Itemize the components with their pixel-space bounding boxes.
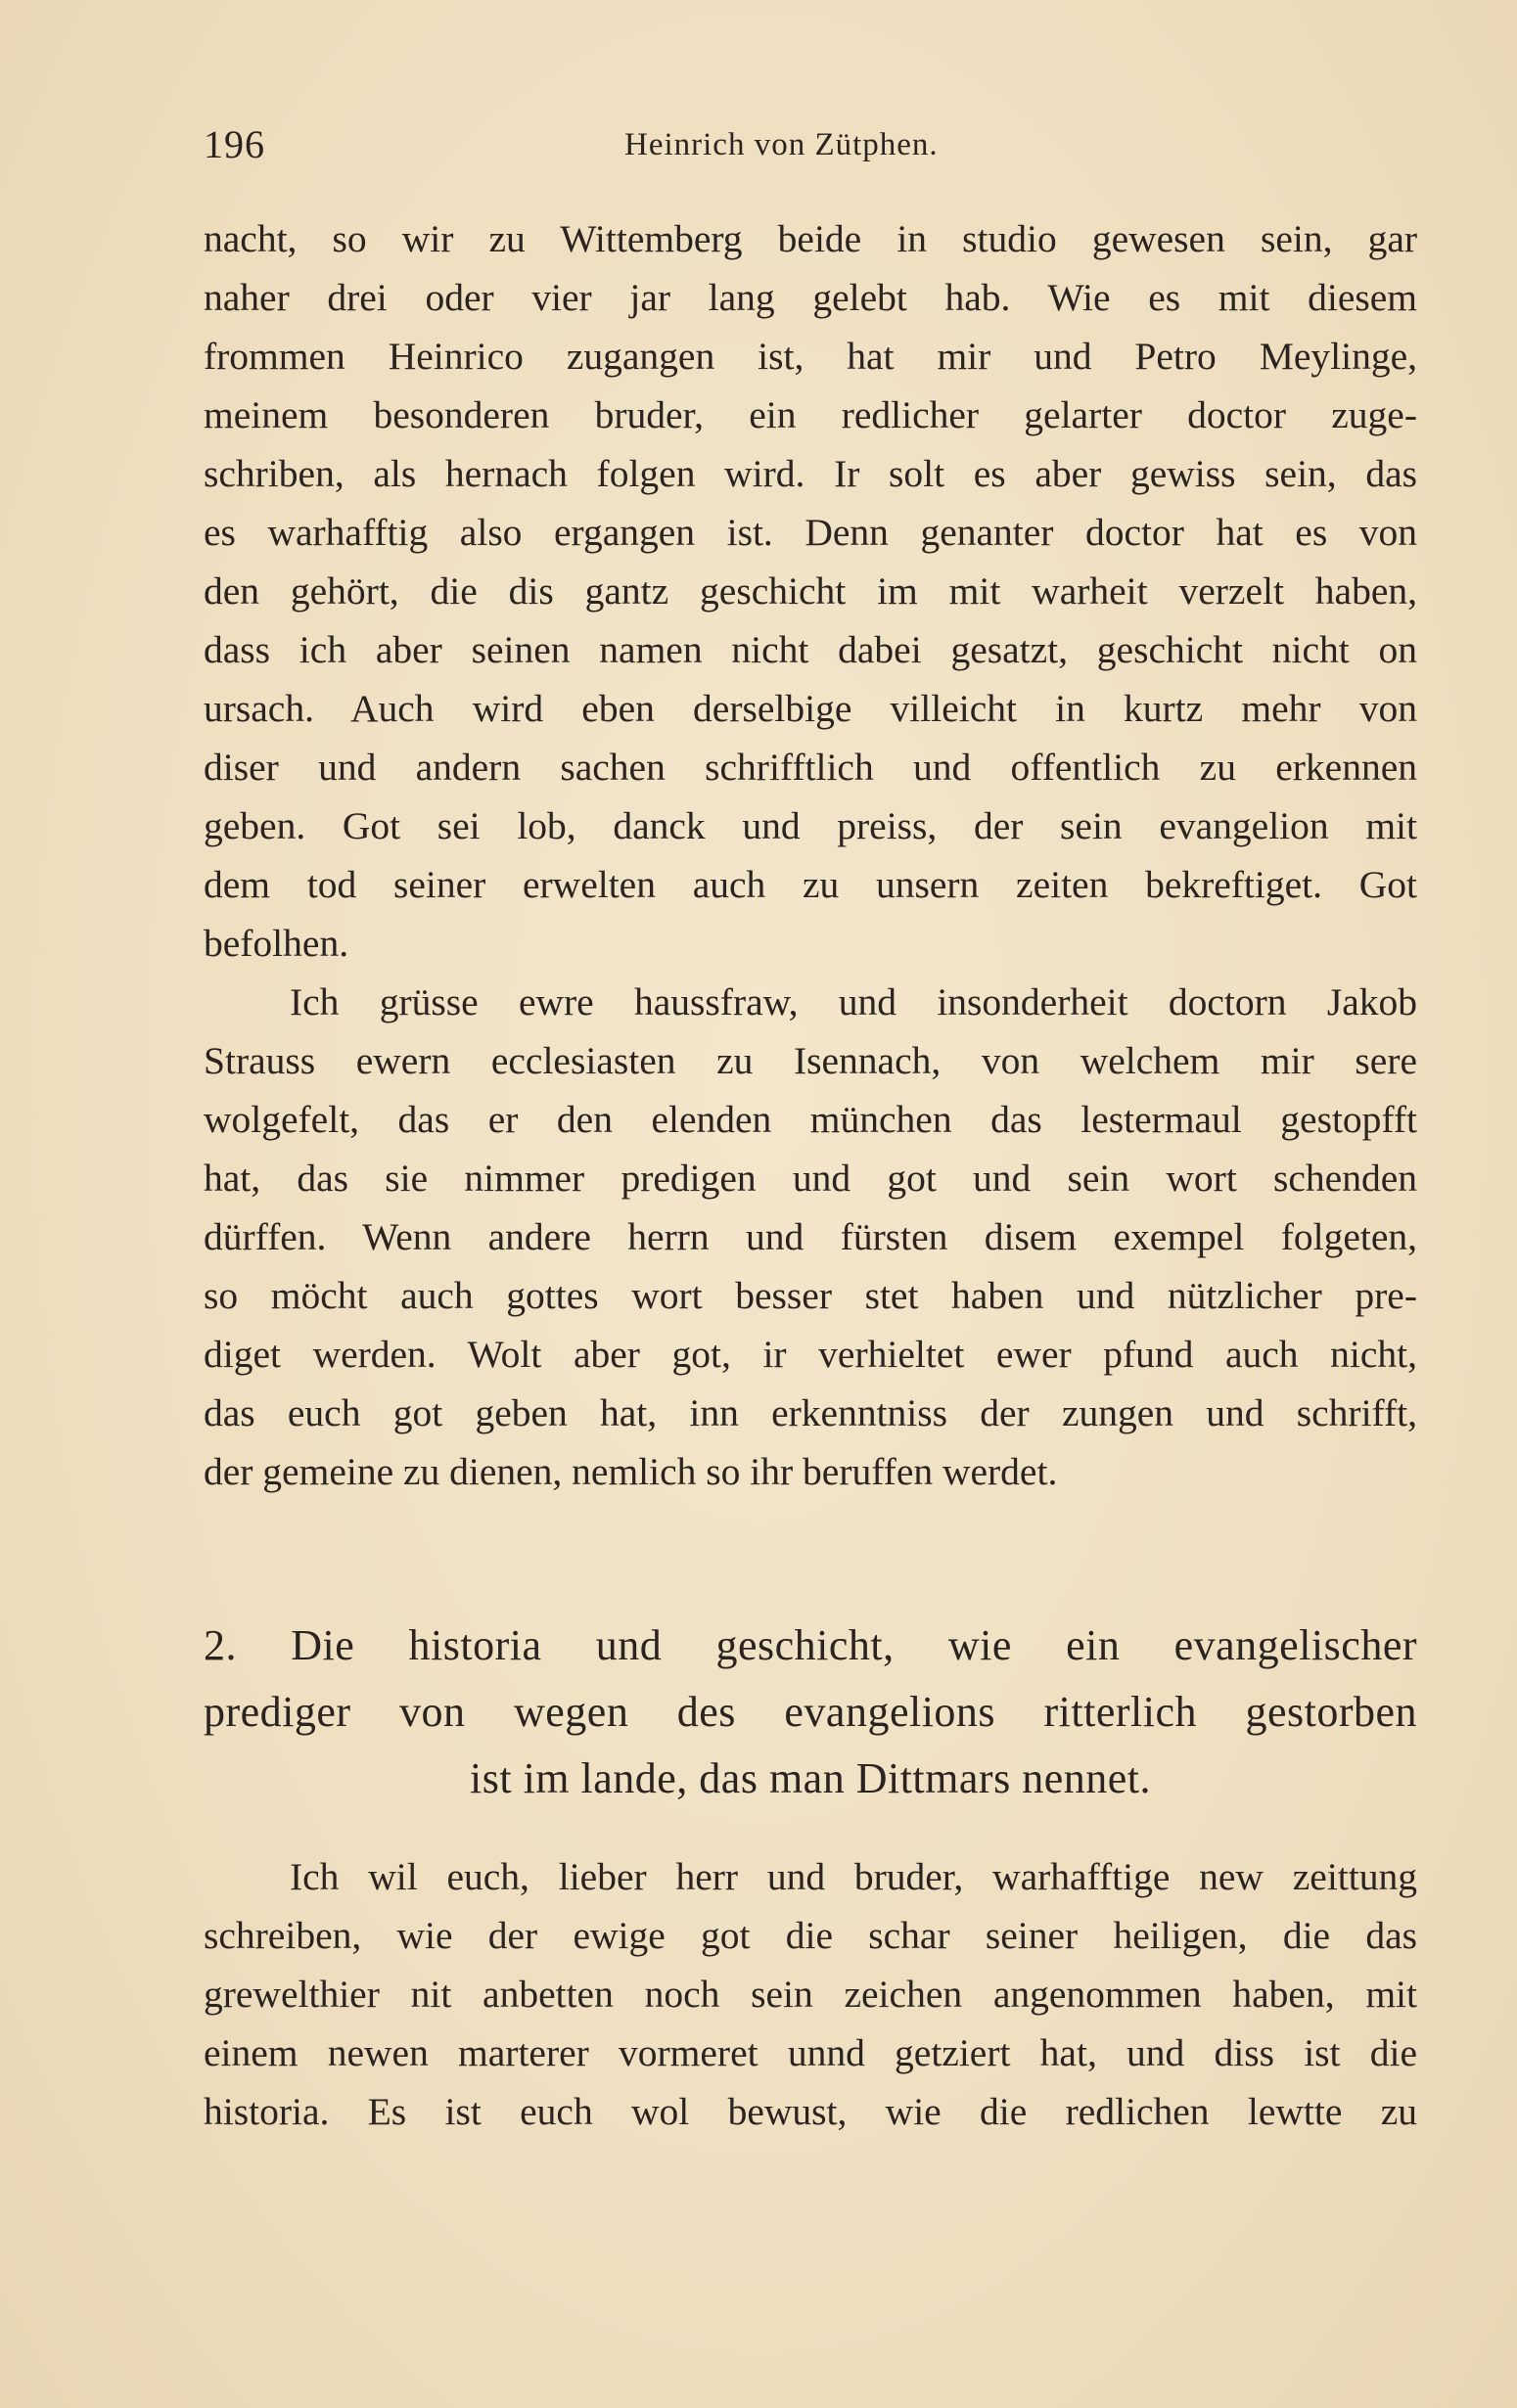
text-line: Ich grüsse ewre haussfraw, und insonderheit doctorn Jakob xyxy=(290,980,1417,1023)
text-line: Strauss ewern ecclesiasten zu Isennach, von welchem mir sere xyxy=(204,1039,1417,1082)
heading-line: prediger von wegen des evangelions ritterlich gestorben xyxy=(204,1688,1417,1736)
section-heading xyxy=(204,1613,1417,1812)
text-line: Ich wil euch, lieber herr und bruder, warhafftige new zeittung xyxy=(290,1855,1417,1898)
text-line: wolgefelt, das er den elenden münchen das lestermaul gestopfft xyxy=(204,1098,1417,1141)
paragraph-2 xyxy=(204,973,1417,1501)
text-line: es warhafftig also ergangen ist. Denn genanter doctor hat es von xyxy=(204,511,1417,554)
text-line: diser und andern sachen schrifftlich und offentlich zu erkennen xyxy=(204,746,1417,789)
text-line: ursach. Auch wird eben derselbige villeicht in kurtz mehr von xyxy=(204,687,1417,730)
running-title: Heinrich von Zütphen. xyxy=(624,127,939,162)
text-line: den gehört, die dis gantz geschicht im mit warheit verzelt haben, xyxy=(204,569,1417,613)
text-line: das euch got geben hat, inn erkenntniss der zungen und schrifft, xyxy=(204,1391,1417,1434)
paragraph-1 xyxy=(204,209,1417,973)
text-line: grewelthier nit anbetten noch sein zeichen angenommen haben, mit xyxy=(204,1973,1417,2016)
text-line: schriben, als hernach folgen wird. Ir solt es aber gewiss sein, das xyxy=(204,452,1417,495)
text-line: dem tod seiner erwelten auch zu unsern zeiten bekreftiget. Got xyxy=(204,863,1417,906)
text-line: frommen Heinrico zugangen ist, hat mir und Petro Meylinge, xyxy=(204,335,1417,378)
text-line: befolhen. xyxy=(204,922,349,965)
text-line: geben. Got sei lob, danck und preiss, der sein evangelion mit xyxy=(204,804,1417,847)
text-line: nacht, so wir zu Wittemberg beide in studio gewesen sein, gar xyxy=(204,217,1417,260)
text-line: so möcht auch gottes wort besser stet haben und nützlicher pre- xyxy=(204,1274,1417,1317)
paragraph-3 xyxy=(204,1847,1417,2141)
text-line: hat, das sie nimmer predigen und got und sein wort schenden xyxy=(204,1157,1417,1200)
text-line: der gemeine zu dienen, nemlich so ihr beruffen werdet. xyxy=(204,1450,1058,1493)
text-line: einem newen marterer vormeret unnd getziert hat, und diss ist die xyxy=(204,2031,1417,2074)
text-line: meinem besonderen bruder, ein redlicher gelarter doctor zuge- xyxy=(204,393,1417,436)
page-number: 196 xyxy=(204,122,265,166)
heading-line: 2. Die historia und geschicht, wie ein evangelischer xyxy=(204,1621,1417,1669)
page-header xyxy=(204,115,1417,174)
heading-line: ist im lande, das man Dittmars nennet. xyxy=(470,1754,1151,1802)
text-line: historia. Es ist euch wol bewust, wie die redlichen lewtte zu xyxy=(204,2090,1417,2133)
text-line: dass ich aber seinen namen nicht dabei gesatzt, geschicht nicht on xyxy=(204,628,1417,671)
text-line: diget werden. Wolt aber got, ir verhieltet ewer pfund auch nicht, xyxy=(204,1333,1417,1376)
text-line: dürffen. Wenn andere herrn und fürsten disem exempel folgeten, xyxy=(204,1215,1417,1258)
text-line: schreiben, wie der ewige got die schar seiner heiligen, die das xyxy=(204,1914,1417,1957)
text-line: naher drei oder vier jar lang gelebt hab. Wie es mit diesem xyxy=(204,276,1417,319)
